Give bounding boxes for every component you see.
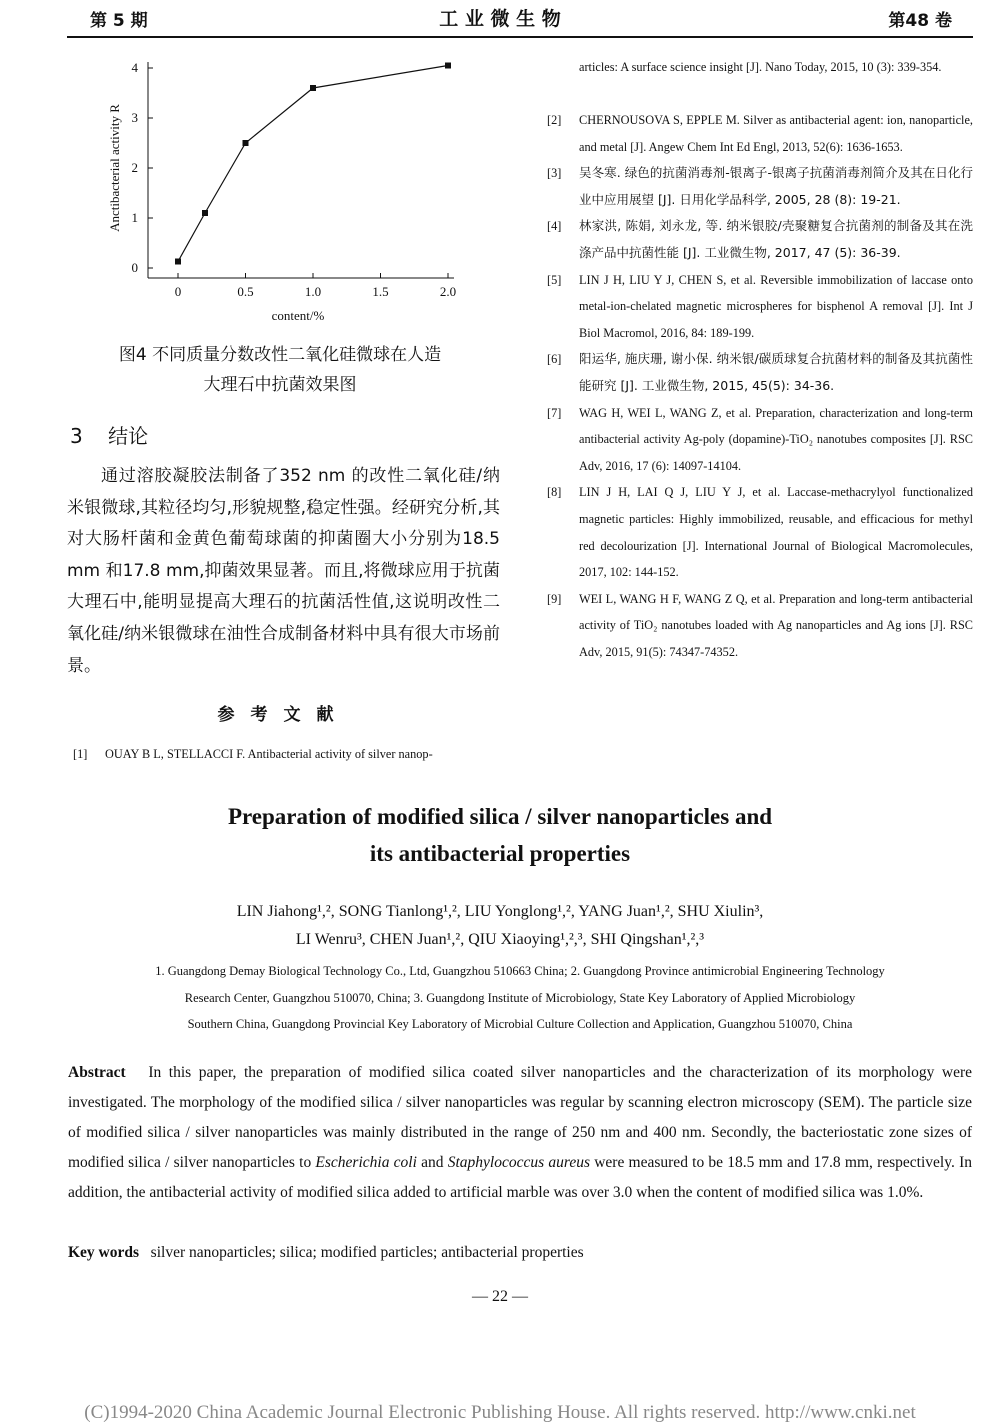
abstract-and: and: [421, 1154, 444, 1171]
copyright-footer: (C)1994-2020 China Academic Journal Electronic Publishing House. All rights reserved. http://www.cnki.net: [84, 1402, 916, 1423]
reference-number: [4]: [547, 219, 562, 234]
data-point: [243, 140, 249, 146]
reference-text: WAG H, WEI L, WANG Z, et al. Preparation, characterization and long-term antibacterial activity Ag-poly (dopamine)-TiO₂ nanotubes composites [J]. RSC Adv, 2016, 17 (6): 14097-14104.: [579, 405, 973, 473]
affiliation-line-3: Southern China, Guangdong Provincial Key Laboratory of Microbial Culture Collection and Application, Guangzhou 510070, China: [187, 1017, 853, 1031]
data-point: [310, 85, 316, 91]
reference-number: [5]: [547, 272, 562, 287]
keywords-label: Key words: [68, 1244, 140, 1261]
y-tick-label: 3: [131, 110, 138, 125]
affiliation-line-2: Research Center, Guangzhou 510070, China; 3. Guangdong Institute of Microbiology, State Key Laboratory of Applied Microbiology: [184, 990, 856, 1005]
reference-number: [7]: [547, 405, 562, 420]
abstract-species-2: Staphylococcus aureus: [447, 1154, 590, 1171]
x-tick-label: 1.0: [304, 284, 322, 299]
y-axis-label: Anctibacterial activity R: [107, 104, 122, 232]
journal-title: 工 业 微 生 物: [439, 8, 561, 30]
reference-number: [2]: [547, 113, 562, 127]
x-tick-label: 2.0: [439, 284, 457, 299]
references-right-column: [547, 107, 973, 665]
authors-line-2: LI Wenru³, CHEN Juan¹,², QIU Xiaoying¹,²,³, SHI Qingshan¹,²,³: [295, 931, 705, 948]
section-heading: [70, 420, 148, 449]
affiliation-line-1: 1. Guangdong Demay Biological Technology Co., Ltd, Guangzhou 510663 China; 2. Guangdong Province antimicrobial Engineering Technology: [155, 964, 885, 978]
reference-text: WEI L, WANG H F, WANG Z Q, et al. Preparation and long-term antibacterial activity of TiO₂ nanotubes loaded with Ag nanoparticles and Ag ions [J]. RSC Adv, 2015, 91(5): 74347-74352.: [579, 591, 973, 659]
abstract-text-2: were measured to be 18.5 mm and 17.8 mm, respectively. In addition, the antibacterial activity of modified silica added to artificial marble was over 3.0 when the content of modified silica was 1.0%.: [68, 1154, 972, 1201]
reference-number: [3]: [547, 166, 562, 181]
header-rule: [67, 36, 973, 38]
antibacterial-chart: [105, 50, 485, 340]
data-point: [445, 63, 451, 69]
figure-caption: [70, 340, 490, 400]
english-title: [100, 798, 900, 872]
data-point: [175, 259, 181, 265]
reference-text: articles: A surface science insight [J]. Nano Today, 2015, 10 (3): 339-354.: [579, 60, 942, 74]
reference-5: [547, 267, 973, 347]
reference-number: [8]: [547, 485, 562, 500]
x-tick-label: 1.5: [372, 284, 389, 299]
reference-8: [547, 479, 973, 585]
reference-number: [6]: [547, 352, 562, 367]
y-tick-label: 1: [131, 210, 138, 225]
affiliations: [80, 958, 960, 1038]
conclusion-paragraph: 通过溶胶凝胶法制备了352 nm 的改性二氧化硅/纳米银微球,其粒径均匀,形貌规整,稳定性强。经研究分析,其对大肠杆菌和金黄色葡萄球菌的抑菌圈大小分别为18.5 mm 和17.8 mm,抑菌效果显著。而且,将微球应用于抗菌大理石中,能明显提高大理石的抗菌活性值,这说明改性二氧化硅/纳米银微球在油性合成制备材料中具有很大市场前景。: [67, 466, 500, 676]
reference-text: OUAY B L, STELLACCI F. Antibacterial activity of silver nanop-: [105, 747, 433, 761]
reference-text: 林家洪, 陈娟, 刘永龙, 等. 纳米银胶/壳聚糖复合抗菌剂的制备及其在洗涤产品中抗菌性能 [J]. 工业微生物, 2017, 47 (5): 36-39.: [579, 218, 973, 260]
reference-6: [547, 346, 973, 399]
reference-1: [73, 741, 503, 768]
volume-label: 第48 卷: [888, 11, 952, 31]
section-title: 结论: [108, 424, 149, 448]
data-line: [178, 66, 448, 262]
reference-1-continued: [547, 54, 973, 81]
references-heading: 参考文献: [217, 705, 350, 725]
english-title-line-2: its antibacterial properties: [369, 841, 631, 866]
reference-text: LIN J H, LAI Q J, LIU Y J, et al. Laccase-methacrylyol functionalized magnetic particles: Highly immobilized, reusable, and efficacious for methyl red decolourization [J]. International Journal of Biological Macromolecules, 2017, 102: 144-152.: [579, 485, 973, 580]
data-point: [202, 210, 208, 216]
issue-label: 第 5 期: [90, 11, 148, 31]
abstract-species-1: Escherichia coli: [315, 1154, 417, 1171]
x-tick-label: 0: [174, 284, 182, 299]
reference-3: [547, 160, 973, 213]
x-tick-label: 0.5: [237, 284, 254, 299]
caption-line-2: 大理石中抗菌效果图: [203, 375, 357, 395]
page-number: — 22 —: [472, 1288, 528, 1305]
conclusion-body: [67, 461, 500, 682]
x-axis-label: content/%: [271, 308, 325, 323]
y-tick-label: 4: [131, 60, 138, 75]
abstract-label: Abstract: [68, 1064, 126, 1081]
caption-line-1: 图4 不同质量分数改性二氧化硅微球在人造: [118, 345, 442, 365]
section-number: 3: [70, 424, 83, 448]
keywords-text: silver nanoparticles; silica; modified particles; antibacterial properties: [150, 1244, 584, 1261]
reference-2: [547, 107, 973, 160]
reference-text: 吴冬寒. 绿色的抗菌消毒剂-银离子-银离子抗菌消毒剂简介及其在日化行业中应用展望 [J]. 日用化学品科学, 2005, 28 (8): 19-21.: [579, 165, 973, 207]
keywords: [68, 1238, 972, 1268]
reference-text: CHERNOUSOVA S, EPPLE M. Silver as antibacterial agent: ion, nanoparticle, and metal [J]. Angew Chem Int Ed Engl, 2013, 52(6): 1636-1653.: [579, 113, 973, 154]
english-title-line-1: Preparation of modified silica / silver nanoparticles and: [227, 804, 773, 829]
chart-marks: [175, 63, 451, 265]
authors-line-1: LIN Jiahong¹,², SONG Tianlong¹,², LIU Yonglong¹,², YANG Juan¹,², SHU Xiulin³,: [236, 903, 764, 920]
reference-text: 阳运华, 施庆珊, 谢小保. 纳米银/碳质球复合抗菌材料的制备及其抗菌性能研究 [J]. 工业微生物, 2015, 45(5): 34-36.: [579, 351, 973, 393]
reference-number: [1]: [73, 747, 88, 761]
y-tick-label: 0: [131, 260, 138, 275]
reference-9: [547, 586, 973, 666]
author-list: [100, 898, 900, 954]
reference-text: LIN J H, LIU Y J, CHEN S, et al. Reversible immobilization of laccase onto metal-ion-chelated magnetic microspheres for bisphenol A removal [J]. Int J Biol Macromol, 2016, 84: 189-199.: [579, 272, 973, 340]
reference-7: [547, 400, 973, 480]
y-tick-label: 2: [131, 160, 138, 175]
abstract-text-1: In this paper, the preparation of modified silica coated silver nanoparticles and the characterization of its morphology were investigated. The morphology of the modified silica / silver nanoparticles was regular by scanning electron microscopy (SEM). The particle size of modified silica / silver nanoparticles was mainly distributed in the range of 250 nm and 400 nm. Secondly, the bacteriostatic zone sizes of modified silica / silver nanoparticles to: [68, 1064, 972, 1171]
reference-4: [547, 213, 973, 266]
reference-number: [9]: [547, 591, 562, 606]
abstract: [68, 1058, 972, 1208]
